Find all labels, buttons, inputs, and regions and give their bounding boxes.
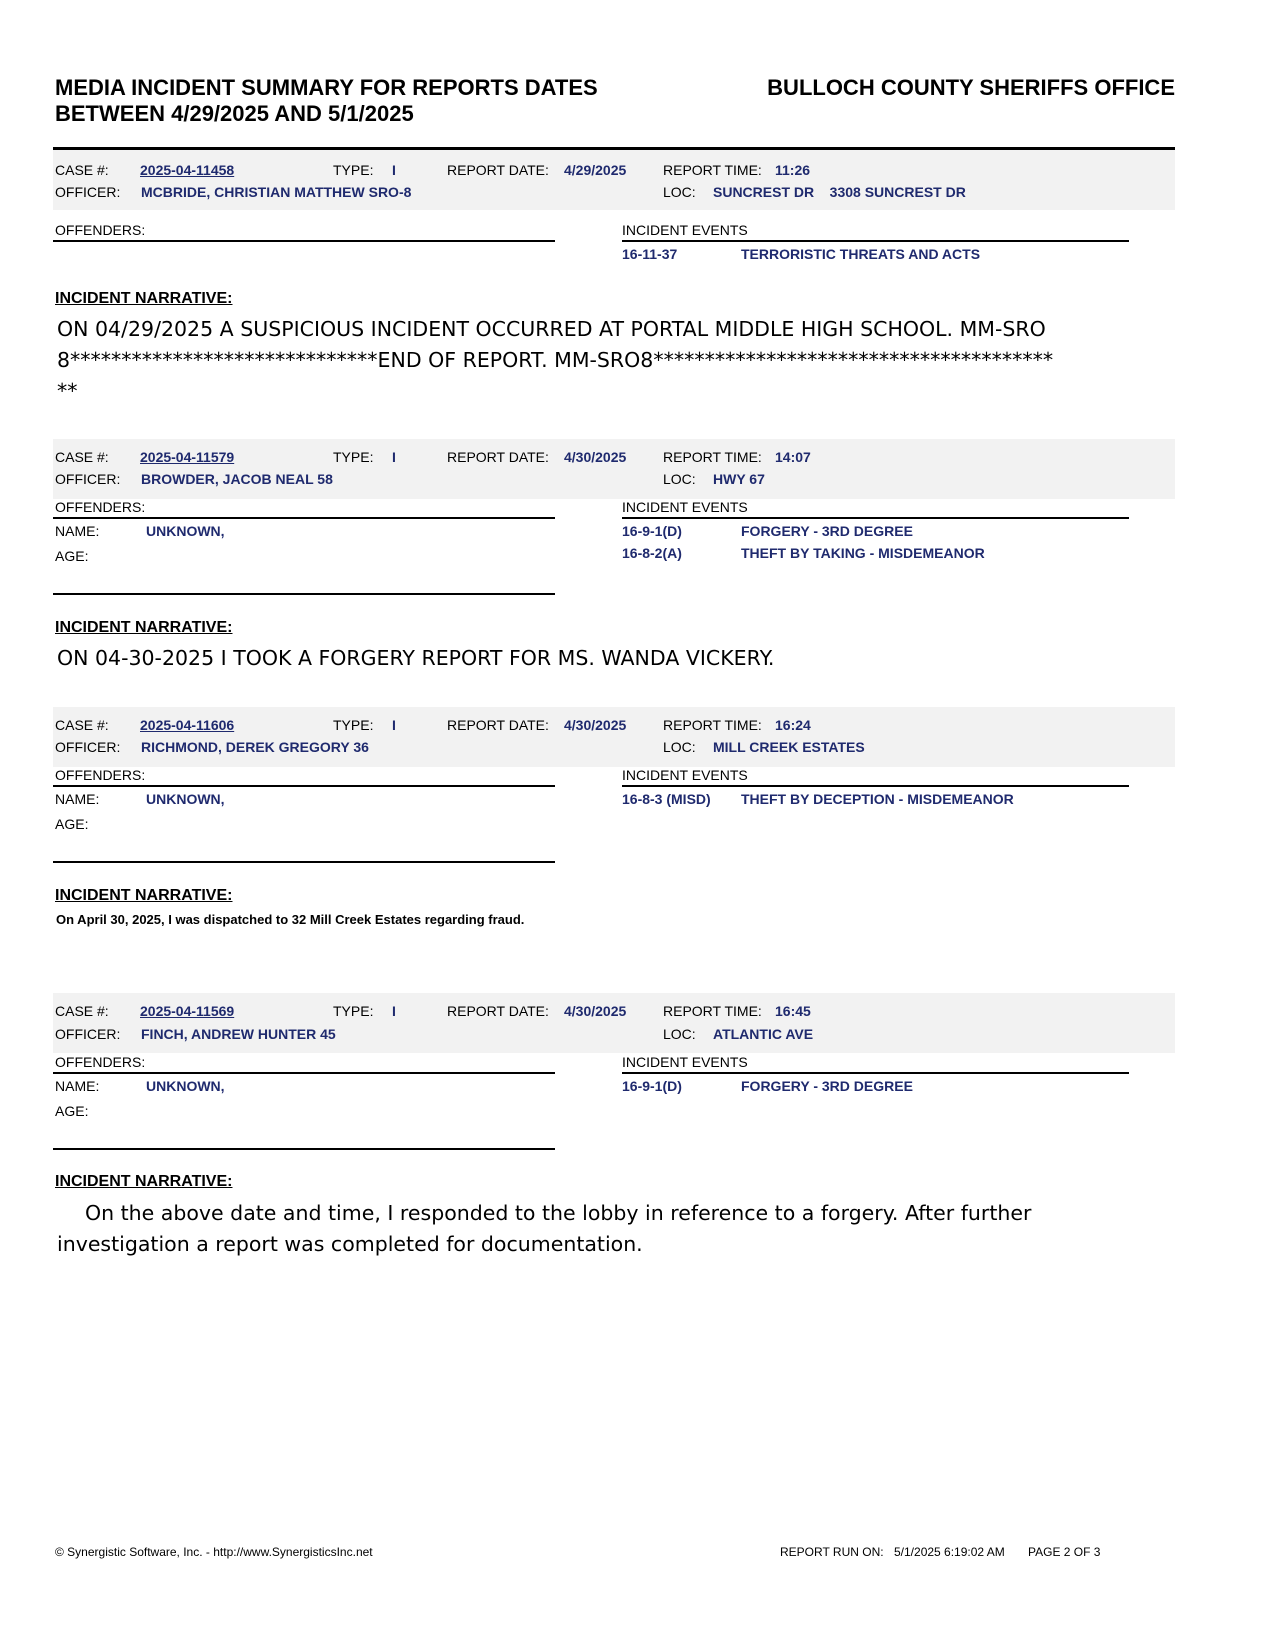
offender-name-value: UNKNOWN, (146, 1078, 225, 1094)
narrative-text: ON 04-30-2025 I TOOK A FORGERY REPORT FOR MS. WANDA VICKERY. (57, 646, 775, 670)
event-code: 16-8-2(A) (622, 545, 682, 561)
case-number-link[interactable]: 2025-04-11569 (140, 1003, 235, 1019)
event-code: 16-9-1(D) (622, 1078, 682, 1094)
report-time-value: 16:45 (775, 1003, 811, 1019)
report-date-label: REPORT DATE: (447, 1003, 549, 1019)
type-label: TYPE: (333, 1003, 374, 1019)
case-number-link[interactable]: 2025-04-11606 (140, 717, 235, 733)
offenders-rule (53, 785, 555, 787)
offender-name-label: NAME: (55, 523, 100, 539)
footer-page-number: PAGE 2 OF 3 (1028, 1545, 1101, 1559)
offender-name-value: UNKNOWN, (146, 791, 225, 807)
officer-label: OFFICER: (55, 471, 121, 487)
offenders-label: OFFENDERS: (55, 222, 146, 238)
report-time-label: REPORT TIME: (663, 449, 762, 465)
offender-name-label: NAME: (55, 1078, 100, 1094)
offenders-bottom-rule (53, 1148, 555, 1150)
incident-info-band (53, 993, 1175, 1053)
report-date-value: 4/30/2025 (564, 1003, 627, 1019)
event-code: 16-9-1(D) (622, 523, 682, 539)
report-date-label: REPORT DATE: (447, 162, 549, 178)
report-date-value: 4/29/2025 (564, 162, 627, 178)
loc-value: ATLANTIC AVE (713, 1026, 814, 1042)
loc-label: LOC: (663, 739, 696, 755)
events-rule (622, 517, 1129, 519)
report-title-line2: BETWEEN 4/29/2025 AND 5/1/2025 (55, 101, 414, 126)
officer-label: OFFICER: (55, 1026, 121, 1042)
type-value: I (392, 162, 396, 178)
offenders-label: OFFENDERS: (55, 1054, 146, 1070)
report-date-label: REPORT DATE: (447, 717, 549, 733)
event-description: THEFT BY DECEPTION - MISDEMEANOR (741, 791, 1014, 807)
report-title (55, 75, 675, 127)
offenders-bottom-rule (53, 593, 555, 595)
incident-info-band (53, 150, 1175, 210)
event-description: TERRORISTIC THREATS AND ACTS (741, 246, 981, 262)
report-date-value: 4/30/2025 (564, 717, 627, 733)
incident-events-label: INCIDENT EVENTS (622, 222, 748, 238)
type-value: I (392, 1003, 396, 1019)
report-time-label: REPORT TIME: (663, 1003, 762, 1019)
report-time-label: REPORT TIME: (663, 162, 762, 178)
event-description: FORGERY - 3RD DEGREE (741, 523, 913, 539)
loc-value: SUNCREST DR 3308 SUNCREST DR (713, 184, 966, 200)
case-label: CASE #: (55, 449, 109, 465)
agency-name: BULLOCH COUNTY SHERIFFS OFFICE (767, 75, 1175, 100)
case-number-link[interactable]: 2025-04-11458 (140, 162, 235, 178)
case-number-link[interactable]: 2025-04-11579 (140, 449, 235, 465)
loc-label: LOC: (663, 471, 696, 487)
incident-info-band (53, 707, 1175, 767)
narrative-text-line1: On the above date and time, I responded to the lobby in reference to a forgery. After further (85, 1201, 1032, 1225)
incident-events-label: INCIDENT EVENTS (622, 767, 748, 783)
type-value: I (392, 717, 396, 733)
officer-value: FINCH, ANDREW HUNTER 45 (141, 1026, 336, 1042)
officer-label: OFFICER: (55, 739, 121, 755)
offender-age-label: AGE: (55, 548, 89, 564)
loc-label: LOC: (663, 1026, 696, 1042)
narrative-title: INCIDENT NARRATIVE: (55, 887, 233, 904)
events-rule (622, 240, 1129, 242)
officer-value: BROWDER, JACOB NEAL 58 (141, 471, 333, 487)
loc-value: MILL CREEK ESTATES (713, 739, 865, 755)
case-label: CASE #: (55, 1003, 109, 1019)
event-description: FORGERY - 3RD DEGREE (741, 1078, 913, 1094)
narrative-text: ON 04/29/2025 A SUSPICIOUS INCIDENT OCCURRED AT PORTAL MIDDLE HIGH SCHOOL. MM-SRO8******************************END OF REPORT. MM-SRO8***************************************** (57, 317, 1054, 403)
narrative-title: INCIDENT NARRATIVE: (55, 619, 233, 636)
events-rule (622, 785, 1129, 787)
incident-events-label: INCIDENT EVENTS (622, 1054, 748, 1070)
officer-label: OFFICER: (55, 184, 121, 200)
event-description: THEFT BY TAKING - MISDEMEANOR (741, 545, 985, 561)
narrative-title: INCIDENT NARRATIVE: (55, 290, 233, 307)
offender-age-label: AGE: (55, 816, 89, 832)
loc-label: LOC: (663, 184, 696, 200)
incident-info-band (53, 439, 1175, 499)
type-label: TYPE: (333, 717, 374, 733)
event-code: 16-11-37 (622, 246, 678, 262)
offenders-bottom-rule (53, 861, 555, 863)
officer-value: RICHMOND, DEREK GREGORY 36 (141, 739, 369, 755)
offender-name-value: UNKNOWN, (146, 523, 225, 539)
offenders-label: OFFENDERS: (55, 767, 146, 783)
report-header (55, 75, 1175, 135)
footer-copyright: © Synergistic Software, Inc. - http://www.SynergisticsInc.net (55, 1545, 373, 1559)
report-time-value: 16:24 (775, 717, 811, 733)
event-code: 16-8-3 (MISD) (622, 791, 711, 807)
case-label: CASE #: (55, 717, 109, 733)
offender-age-label: AGE: (55, 1103, 89, 1119)
offender-name-label: NAME: (55, 791, 100, 807)
report-date-label: REPORT DATE: (447, 449, 549, 465)
type-label: TYPE: (333, 449, 374, 465)
narrative-text: On April 30, 2025, I was dispatched to 32 Mill Creek Estates regarding fraud. (56, 912, 525, 927)
officer-value: MCBRIDE, CHRISTIAN MATTHEW SRO-8 (141, 184, 412, 200)
offenders-rule (53, 517, 555, 519)
events-rule (622, 1072, 1129, 1074)
case-label: CASE #: (55, 162, 109, 178)
type-value: I (392, 449, 396, 465)
footer-report-run-value: 5/1/2025 6:19:02 AM (894, 1545, 1005, 1559)
loc-value: HWY 67 (713, 471, 765, 487)
offenders-rule (53, 1072, 555, 1074)
report-time-value: 14:07 (775, 449, 811, 465)
narrative-text-line2: investigation a report was completed for documentation. (57, 1232, 643, 1256)
offenders-label: OFFENDERS: (55, 499, 146, 515)
type-label: TYPE: (333, 162, 374, 178)
report-title-line1: MEDIA INCIDENT SUMMARY FOR REPORTS DATES (55, 75, 598, 100)
offenders-rule (53, 240, 555, 242)
incident-events-label: INCIDENT EVENTS (622, 499, 748, 515)
narrative-title: INCIDENT NARRATIVE: (55, 1173, 233, 1190)
report-time-label: REPORT TIME: (663, 717, 762, 733)
footer-report-run-label: REPORT RUN ON: (780, 1545, 884, 1559)
report-date-value: 4/30/2025 (564, 449, 627, 465)
report-time-value: 11:26 (775, 162, 811, 178)
